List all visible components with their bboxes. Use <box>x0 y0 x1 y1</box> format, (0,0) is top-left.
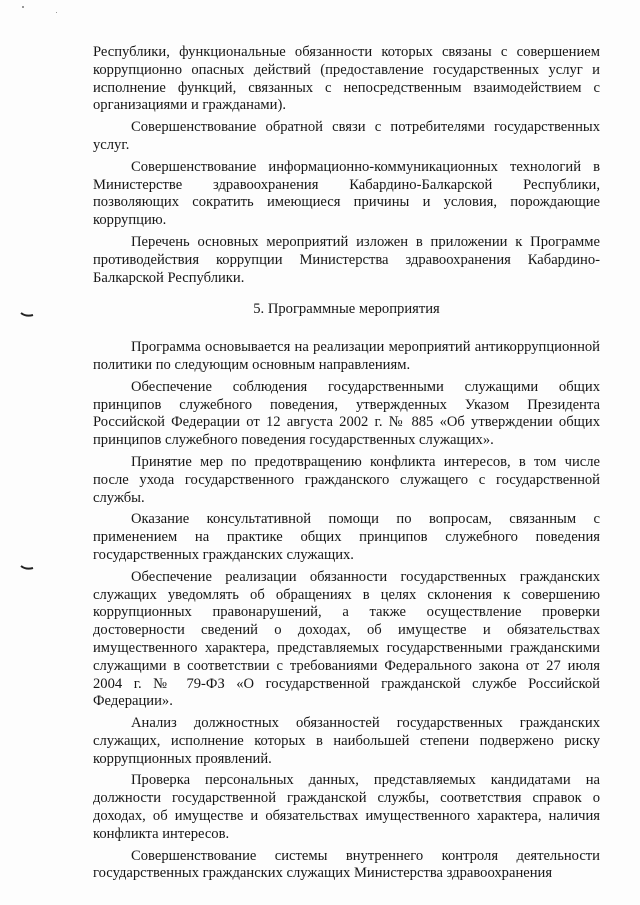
paragraph: Совершенствование обратной связи с потребителями государственных услуг. <box>93 119 600 153</box>
paragraph: Программа основывается на реализации мероприятий антикоррупционной политики по следующим основным направлениям. <box>93 339 600 373</box>
paragraph: Обеспечение соблюдения государственными служащими общих принципов служебного поведения, утвержденных Указом Президента Российской Федерации от 12 августа 2002 г. № 885 «Об утверждении общих принципов служебного поведения государственных служащих». <box>93 378 600 449</box>
scan-speck <box>22 6 24 8</box>
paragraph: Совершенствование информационно-коммуникационных технологий в Министерстве здравоохранения Кабардино-Балкарской Республики, позволяющих сократить имеющиеся причины и условия, порождающие коррупцию. <box>93 158 600 229</box>
paragraph: Обеспечение реализации обязанности государственных гражданских служащих уведомлять об обращениях в целях склонения к совершению коррупционных правонарушений, а также осуществление проверки достоверности сведений о доходах, об имуществе и обязательствах имущественного характера, представляемых государственными гражданскими служащими в соответствии с требованиями Федерального закона от 27 июля 2004 г. № 79-ФЗ «О государственной гражданской службе Российской Федерации». <box>93 568 600 710</box>
paragraph: Анализ должностных обязанностей государственных гражданских служащих, исполнение которых в наибольшей степени подвержено риску коррупционных проявлений. <box>93 715 600 767</box>
section-heading: 5. Программные мероприятия <box>253 301 440 318</box>
document-body <box>93 44 600 887</box>
paragraph: Перечень основных мероприятий изложен в приложении к Программе противодействия коррупции Министерства здравоохранения Кабардино-Балкарской Республики. <box>93 233 600 286</box>
binding-mark <box>20 312 34 318</box>
paragraph: Оказание консультативной помощи по вопросам, связанным с применением на практике общих принципов служебного поведения государственных гражданских служащих. <box>93 511 600 563</box>
paragraph: Республики, функциональные обязанности которых связаны с совершением коррупционно опасных действий (предоставление государственных услуг и исполнение функций, связанных с непосредственным взаимодействием с организациями и гражданами). <box>93 44 600 114</box>
paragraph: Проверка персональных данных, представляемых кандидатами на должности государственной гражданской службы, соответствия справок о доходах, об имуществе и обязательствах имущественного характера, наличия конфликта интересов. <box>93 772 600 842</box>
paragraph: Совершенствование системы внутреннего контроля деятельности государственных гражданских служащих Министерства здравоохранения <box>93 847 600 882</box>
paragraph: Принятие мер по предотвращению конфликта интересов, в том числе после ухода государственного гражданского служащего с государственной службы. <box>93 453 600 506</box>
binding-mark <box>20 565 34 571</box>
scan-speck <box>56 12 57 13</box>
